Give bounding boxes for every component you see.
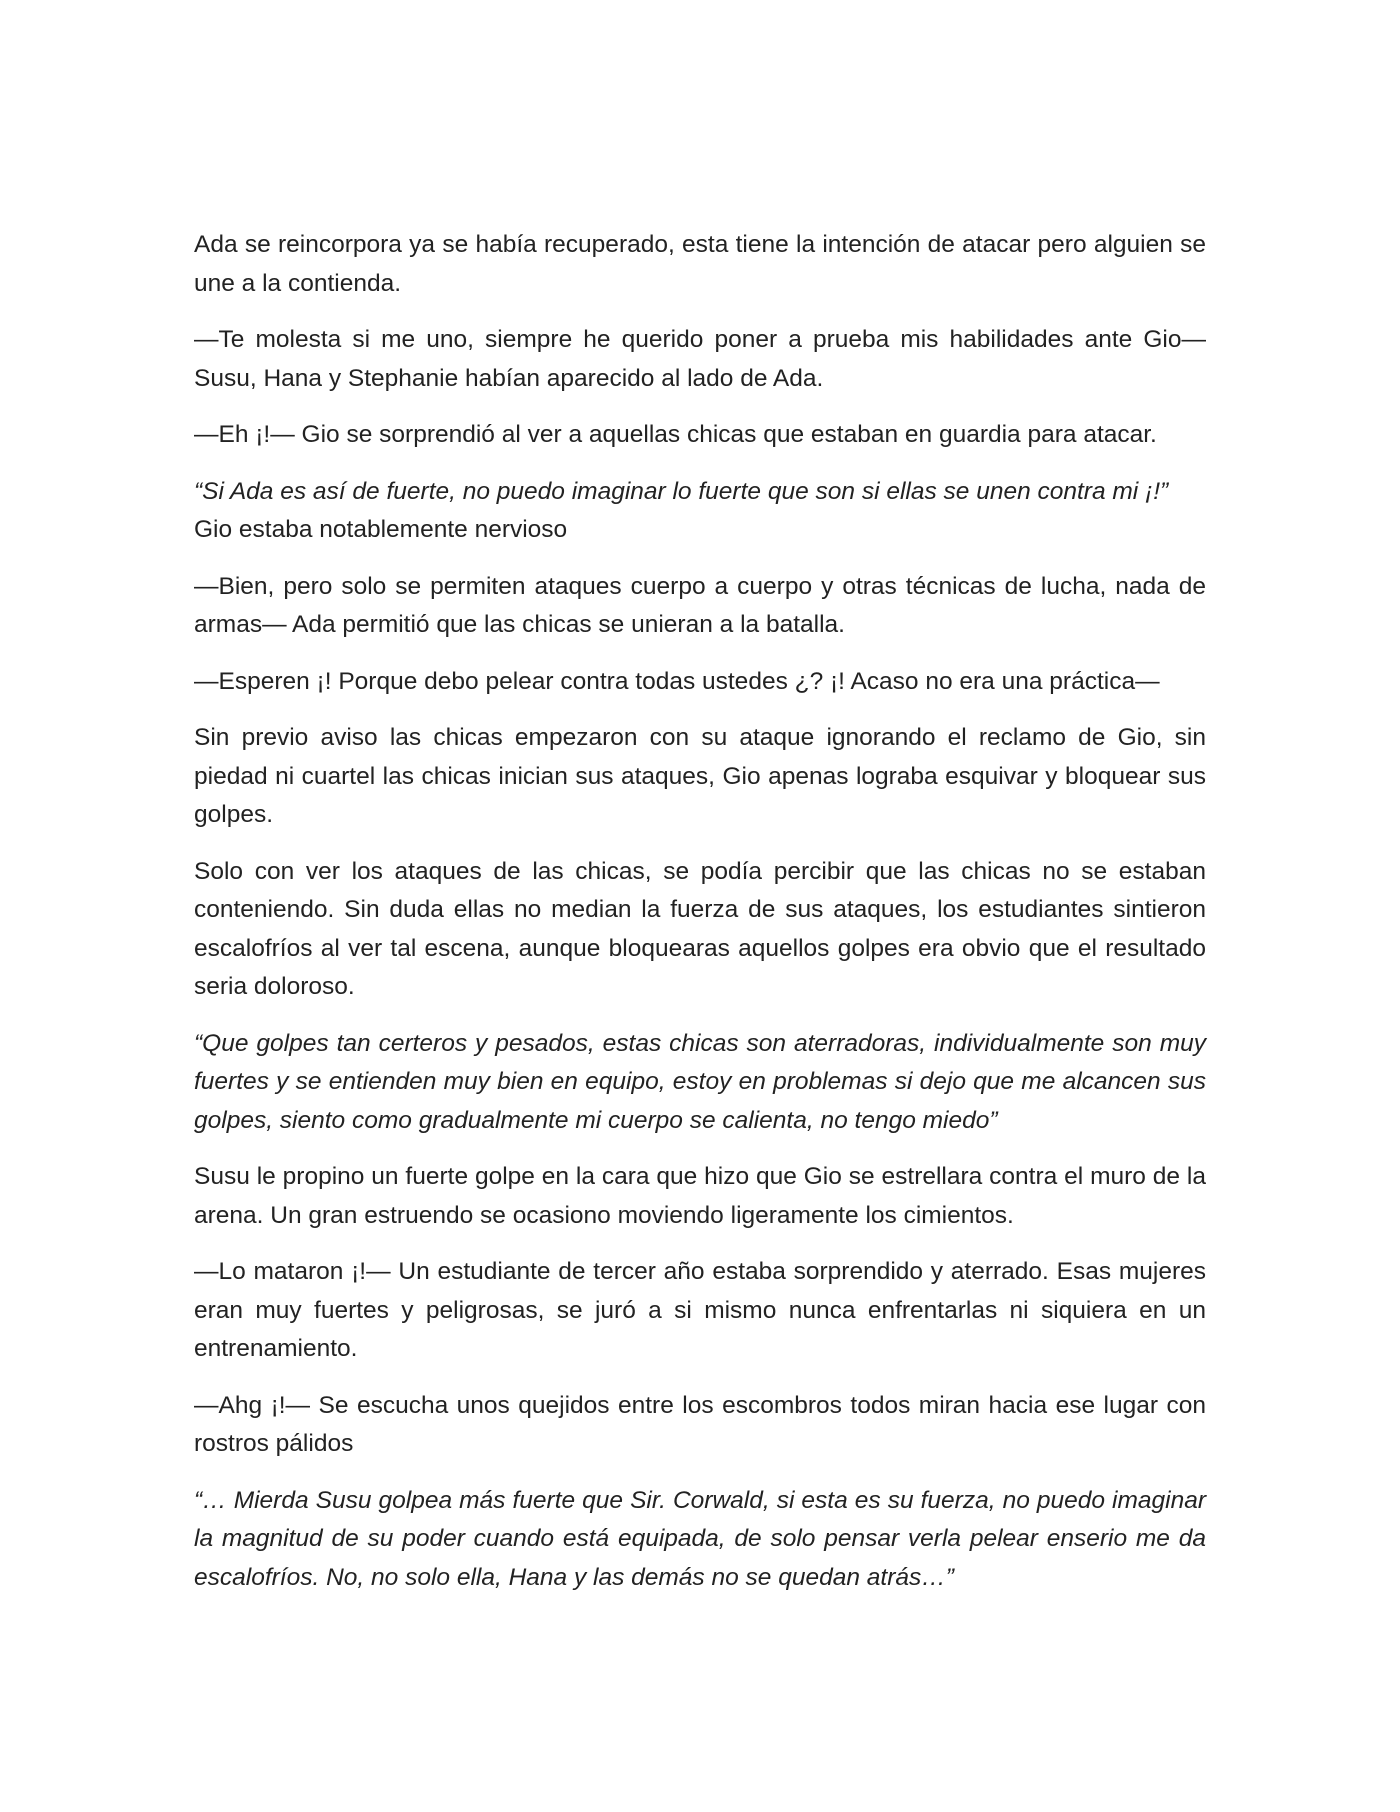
dialogue-paragraph: —Esperen ¡! Porque debo pelear contra todas ustedes ¿? ¡! Acaso no era una práctica— — [194, 667, 1160, 695]
paragraph: Sin previo aviso las chicas empezaron con su ataque ignorando el reclamo de Gio, sin piedad ni cuartel las chicas inician sus ataques, Gio apenas lograba esquivar y bloquear sus golpes. — [194, 724, 1206, 828]
paragraph: Ada se reincorpora ya se había recuperado, esta tiene la intención de atacar pero alguien se une a la contienda. — [194, 231, 1206, 297]
paragraph: Solo con ver los ataques de las chicas, se podía percibir que las chicas no se estaban conteniendo. Sin duda ellas no median la fuerza de sus ataques, los estudiantes sintieron escalofríos al ver tal escena, aunque bloquearas aquellos golpes era obvio que el resultado seria doloroso. — [194, 857, 1206, 1000]
paragraph: Susu le propino un fuerte golpe en la cara que hizo que Gio se estrellara contra el muro de la arena. Un gran estruendo se ocasiono moviendo ligeramente los cimientos. — [194, 1163, 1206, 1229]
thought-paragraph: “Que golpes tan certeros y pesados, estas chicas son aterradoras, individualmente son muy fuertes y se entienden muy bien en equipo, estoy en problemas si dejo que me alcancen sus golpes, siento como gradualmente mi cuerpo se calienta, no tengo miedo” — [194, 1029, 1206, 1134]
thought-paragraph — [194, 473, 1206, 550]
dialogue-paragraph: —Te molesta si me uno, siempre he querido poner a prueba mis habilidades ante Gio— Susu, Hana y Stephanie habían aparecido al lado de Ada. — [194, 326, 1206, 392]
dialogue-paragraph: —Lo mataron ¡!— Un estudiante de tercer año estaba sorprendido y aterrado. Esas mujeres eran muy fuertes y peligrosas, se juró a si mismo nunca enfrentarlas ni siquiera en un entrenamiento. — [194, 1258, 1206, 1362]
dialogue-paragraph: —Bien, pero solo se permiten ataques cuerpo a cuerpo y otras técnicas de lucha, nada de armas— Ada permitió que las chicas se unieran a la batalla. — [194, 572, 1206, 638]
dialogue-paragraph: —Eh ¡!— Gio se sorprendió al ver a aquellas chicas que estaban en guardia para atacar. — [194, 421, 1157, 448]
dialogue-paragraph: —Ahg ¡!— Se escucha unos quejidos entre los escombros todos miran hacia ese lugar con rostros pálidos — [194, 1391, 1206, 1457]
thought-paragraph: “… Mierda Susu golpea más fuerte que Sir. Corwald, si esta es su fuerza, no puedo imaginar la magnitud de su poder cuando está equipada, de solo pensar verla pelear enserio me da escalofríos. No, no solo ella, Hana y las demás no se quedan atrás…” — [194, 1486, 1206, 1591]
thought-text: “Si Ada es así de fuerte, no puedo imaginar lo fuerte que son si ellas se unen contra mi ¡!” — [194, 477, 1169, 505]
document-body — [194, 226, 1206, 1615]
narration-text: Gio estaba notablemente nervioso — [194, 516, 568, 543]
